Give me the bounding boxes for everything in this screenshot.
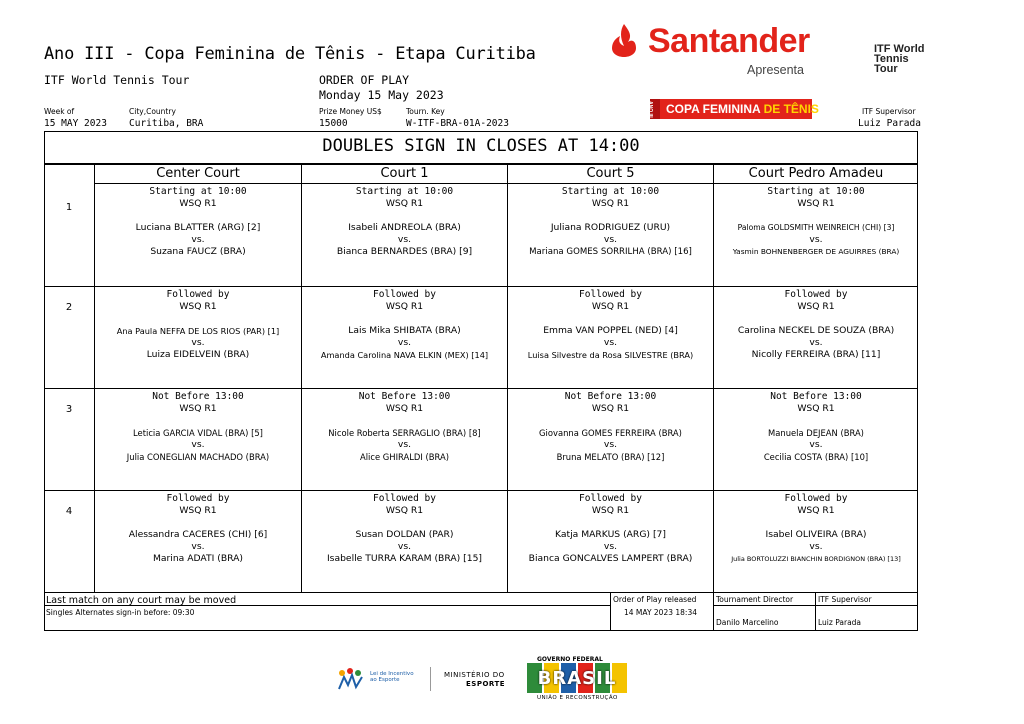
vs-label: vs.: [603, 234, 618, 245]
player-2: Nicolly FERREIRA (BRA) [11]: [751, 349, 881, 360]
player-2: Julia BORTOLUZZI BIANCHIN BORDIGNON (BRA) [13]: [731, 555, 901, 563]
player-2: Luiza EIDELVEIN (BRA): [146, 349, 250, 360]
match-time: Starting at 10:00: [355, 186, 454, 197]
player-2: Marina ADATI (BRA): [152, 553, 244, 564]
vs-label: vs.: [603, 337, 618, 348]
vs-label: vs.: [397, 234, 412, 245]
match-cell: [714, 186, 918, 258]
player-1: Carolina NECKEL DE SOUZA (BRA): [737, 325, 895, 336]
player-1: Isabeli ANDREOLA (BRA): [348, 222, 461, 233]
court-header-pedro-amadeu: Court Pedro Amadeu: [748, 166, 884, 181]
supervisor-label: ITF Supervisor: [862, 107, 916, 116]
player-1: Katja MARKUS (ARG) [7]: [555, 529, 666, 540]
prize-label: Prize Money US$: [319, 107, 382, 116]
match-round: WSQ R1: [591, 301, 630, 312]
match-cell: [714, 391, 918, 463]
released-label: Order of Play released: [613, 595, 697, 604]
player-1: Emma VAN POPPEL (NED) [4]: [543, 325, 678, 336]
player-2: Suzana FAUCZ (BRA): [150, 246, 246, 257]
lei-incentivo-text: Lei de Incentivo ao Esporte: [370, 671, 414, 683]
tourn-label: Tourn. Key: [406, 107, 445, 116]
vs-label: vs.: [603, 439, 618, 450]
player-2: Amanda Carolina NAVA ELKIN (MEX) [14]: [320, 350, 489, 360]
player-2: Bruna MELATO (BRA) [12]: [556, 452, 665, 462]
divider: [94, 183, 918, 184]
player-1: Leticia GARCIA VIDAL (BRA) [5]: [133, 428, 263, 438]
divider: [44, 592, 918, 593]
match-round: WSQ R1: [797, 505, 835, 516]
match-cell: [508, 493, 713, 565]
director-label: Tournament Director: [716, 595, 794, 604]
match-cell: [714, 289, 918, 361]
player-2: Luisa Silvestre da Rosa SILVESTRE (BRA): [527, 350, 694, 360]
ministerio-text: MINISTÉRIO DO: [444, 671, 505, 679]
row-number: 3: [65, 404, 73, 415]
player-2: Cecilia COSTA (BRA) [10]: [763, 452, 869, 462]
player-2: Bianca GONCALVES LAMPERT (BRA): [528, 553, 693, 564]
player-1: Juliana RODRIGUEZ (URU): [550, 222, 671, 233]
row-number: 2: [65, 302, 73, 313]
divider: [610, 592, 611, 631]
santander-flame-icon: [606, 22, 642, 58]
player-1: Lais Mika SHIBATA (BRA): [348, 325, 461, 336]
copa-feminina-banner: [647, 99, 819, 119]
supervisor-value: Luiz Parada: [858, 118, 921, 129]
player-1: Alessandra CACERES (CHI) [6]: [128, 529, 268, 540]
match-round: WSQ R1: [385, 505, 424, 516]
page-title: Ano III - Copa Feminina de Tênis - Etapa Curitiba: [44, 44, 536, 64]
date-line: Monday 15 May 2023: [319, 88, 444, 102]
match-cell: [95, 493, 301, 565]
match-cell: [508, 186, 713, 258]
lei-incentivo-logo: [336, 665, 366, 691]
match-time: Starting at 10:00: [149, 186, 247, 197]
vs-label: vs.: [809, 337, 823, 348]
divider: [430, 667, 431, 691]
match-time: Followed by: [166, 289, 230, 300]
player-1: Giovanna GOMES FERREIRA (BRA): [539, 428, 682, 438]
itf-logo: [874, 44, 925, 74]
match-cell: [95, 289, 301, 361]
itf-logo-line: ITF World: [874, 43, 925, 55]
vs-label: vs.: [191, 234, 205, 245]
vs-label: vs.: [191, 439, 205, 450]
divider: [44, 163, 918, 165]
itf-logo-line: Tour: [874, 63, 898, 75]
match-round: WSQ R1: [385, 198, 424, 209]
director-value: Danilo Marcelino: [716, 618, 779, 627]
released-value: 14 MAY 2023 18:34: [624, 608, 697, 617]
vs-label: vs.: [809, 541, 823, 552]
copa-banner-main: COPA FEMININA: [666, 102, 761, 116]
match-time: Not Before 13:00: [564, 391, 657, 402]
match-time: Not Before 13:00: [152, 391, 244, 402]
match-round: WSQ R1: [179, 505, 217, 516]
match-time: Not Before 13:00: [358, 391, 451, 402]
match-round: WSQ R1: [591, 198, 630, 209]
player-1: Isabel OLIVEIRA (BRA): [765, 529, 867, 540]
footer-supervisor-value: Luiz Parada: [818, 618, 862, 627]
santander-apresenta: Apresenta: [747, 63, 804, 77]
match-round: WSQ R1: [591, 505, 630, 516]
player-1: Ana Paula NEFFA DE LOS RIOS (PAR) [1]: [116, 326, 280, 336]
court-header-center: Center Court: [156, 166, 240, 181]
player-2: Julia CONEGLIAN MACHADO (BRA): [126, 452, 270, 462]
match-time: Followed by: [579, 493, 642, 504]
match-round: WSQ R1: [797, 403, 835, 414]
tour-name: ITF World Tennis Tour: [44, 73, 190, 87]
santander-logo: Santander: [648, 22, 810, 60]
player-1: Manuela DEJEAN (BRA): [768, 428, 864, 438]
footer-supervisor-label: ITF Supervisor: [818, 595, 872, 604]
vs-label: vs.: [191, 337, 205, 348]
vs-label: vs.: [397, 541, 412, 552]
player-1: Susan DOLDAN (PAR): [355, 529, 454, 540]
alternates-note: Singles Alternates sign-in before: 09:30: [46, 608, 195, 617]
player-1: Luciana BLATTER (ARG) [2]: [135, 222, 261, 233]
prize-value: 15000: [319, 118, 348, 129]
divider: [44, 388, 918, 389]
player-1: Nicole Roberta SERRAGLIO (BRA) [8]: [328, 428, 481, 438]
divider: [713, 592, 714, 631]
divider: [815, 592, 816, 631]
row-number: 1: [65, 202, 73, 213]
match-cell: [508, 289, 713, 361]
player-2: Alice GHIRALDI (BRA): [359, 452, 449, 462]
vs-label: vs.: [397, 439, 412, 450]
match-time: Not Before 13:00: [770, 391, 862, 402]
vs-label: vs.: [397, 337, 412, 348]
last-match-note: Last match on any court may be moved: [46, 595, 237, 606]
row-number: 4: [65, 506, 73, 517]
order-label: ORDER OF PLAY: [319, 73, 410, 87]
match-round: WSQ R1: [385, 301, 424, 312]
vs-label: vs.: [809, 234, 823, 245]
doubles-sign-in-banner: DOUBLES SIGN IN CLOSES AT 14:00: [322, 136, 640, 156]
player-2: Yasmin BOHNENBERGER DE AGUIRRES (BRA): [732, 247, 900, 256]
match-time: Followed by: [373, 493, 436, 504]
vs-label: vs.: [603, 541, 618, 552]
player-1: Paloma GOLDSMITH WEINREICH (CHI) [3]: [737, 223, 895, 232]
governo-federal-text: GOVERNO FEDERAL: [537, 656, 603, 663]
court-header-1: Court 1: [380, 166, 429, 181]
match-cell: [302, 186, 507, 258]
copa-banner-side: ANO III: [650, 99, 660, 119]
match-round: WSQ R1: [797, 198, 835, 209]
copa-banner-accent: DE TÊNIS: [763, 102, 819, 116]
player-2: Mariana GOMES SORRILHA (BRA) [16]: [529, 247, 692, 257]
match-cell: [95, 186, 301, 258]
match-time: Starting at 10:00: [767, 186, 865, 197]
court-header-5: Court 5: [586, 166, 635, 181]
match-time: Followed by: [579, 289, 642, 300]
match-cell: [302, 391, 507, 463]
brasil-text: BRASIL: [537, 668, 617, 689]
week-value: 15 MAY 2023: [44, 118, 107, 129]
match-time: Followed by: [373, 289, 436, 300]
match-cell: [95, 391, 301, 463]
match-time: Starting at 10:00: [561, 186, 660, 197]
player-2: Bianca BERNARDES (BRA) [9]: [336, 246, 473, 257]
match-cell: [302, 493, 507, 565]
itf-logo-line: Tennis: [874, 53, 909, 65]
copa-banner-text: [666, 99, 819, 119]
match-cell: [302, 289, 507, 361]
week-label: Week of: [44, 107, 75, 116]
match-round: WSQ R1: [385, 403, 424, 414]
match-time: Followed by: [784, 289, 848, 300]
city-value: Curitiba, BRA: [129, 118, 204, 129]
match-cell: [714, 493, 918, 565]
lei-incentivo-icon: [336, 665, 366, 691]
match-time: Followed by: [784, 493, 848, 504]
vs-label: vs.: [191, 541, 205, 552]
match-time: Followed by: [166, 493, 230, 504]
uniao-text: UNIÃO E RECONSTRUÇÃO: [537, 695, 618, 701]
match-round: WSQ R1: [179, 198, 217, 209]
match-cell: [508, 391, 713, 463]
player-2: Isabelle TURRA KARAM (BRA) [15]: [326, 553, 483, 564]
match-round: WSQ R1: [797, 301, 835, 312]
vs-label: vs.: [809, 439, 823, 450]
match-round: WSQ R1: [179, 301, 217, 312]
divider: [44, 490, 918, 491]
match-round: WSQ R1: [591, 403, 630, 414]
tourn-value: W-ITF-BRA-01A-2023: [406, 118, 509, 129]
city-label: City,Country: [129, 107, 176, 116]
divider: [44, 286, 918, 287]
esporte-text: ESPORTE: [466, 680, 506, 688]
match-round: WSQ R1: [179, 403, 217, 414]
